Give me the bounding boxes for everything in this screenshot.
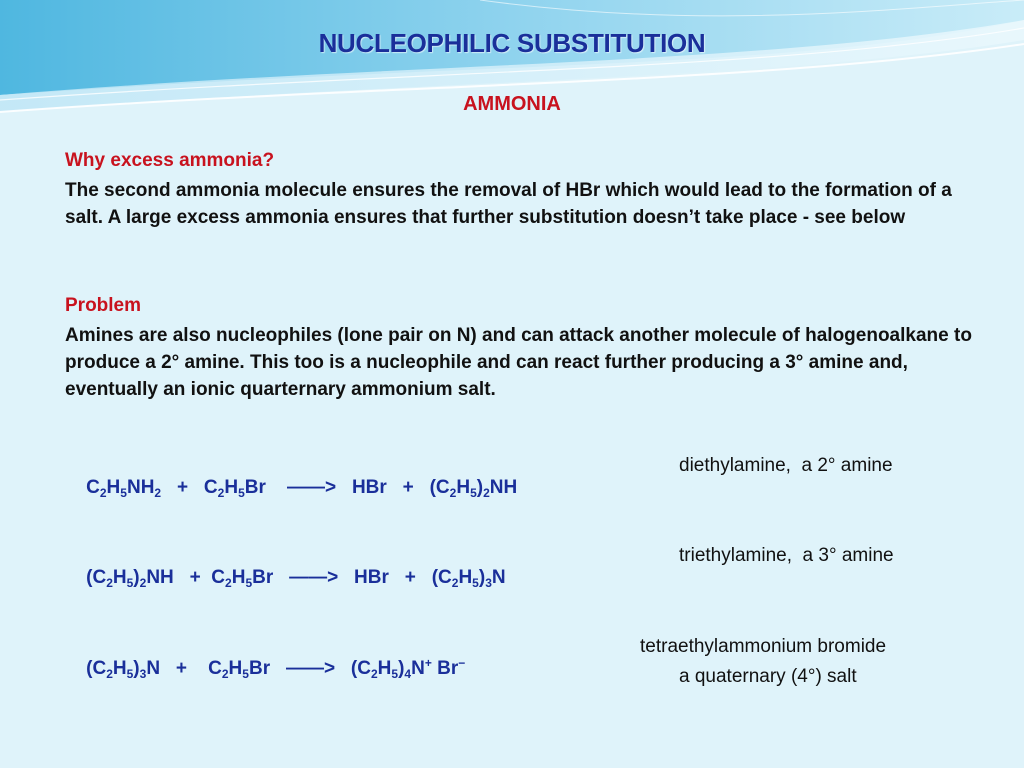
why-excess-heading: Why excess ammonia?	[65, 150, 275, 171]
eq2-description: triethylamine, a 3° amine	[679, 545, 894, 566]
header-swoosh-decoration	[0, 0, 1024, 140]
eq1-reactant-1: $C_2H_5NH_2$	[86, 477, 162, 500]
eq3-reactant-1: $(C_2H_5)_3N$	[86, 658, 161, 681]
equation-1	[65, 455, 517, 521]
eq2-reactant-2: $C_2H_5Br$	[211, 567, 274, 590]
eq2-product-2: $(C_2H_5)_3N$	[431, 567, 506, 590]
eq1-product-1: HBr	[351, 477, 387, 498]
eq2-reactant-1: $(C_2H_5)_2NH$	[86, 567, 174, 590]
eq3-description-line-2: a quaternary (4°) salt	[679, 666, 857, 687]
eq1-plus-1: +	[176, 477, 189, 498]
eq2-arrow: ——>	[289, 567, 339, 588]
problem-heading: Problem	[65, 295, 142, 316]
eq2-plus-2: +	[404, 567, 416, 588]
equation-3	[65, 636, 465, 702]
why-excess-body: The second ammonia molecule ensures the removal of HBr which would lead to the formation of a salt. A large excess ammonia ensures that further substitution doesn’t take place - see below	[65, 180, 952, 228]
eq3-product-1: $(C_2H_5)_4N^+$ Br−	[350, 656, 466, 681]
eq3-arrow: ——>	[285, 658, 336, 679]
eq2-product-1: HBr	[354, 567, 389, 588]
eq1-reactant-2: $C_2H_5Br$	[203, 477, 266, 500]
eq3-description-line-1: tetraethylammonium bromide	[640, 636, 887, 657]
eq1-product-2: $(C_2H_5)_2NH$	[429, 477, 518, 500]
eq2-plus-1: +	[189, 567, 201, 588]
equation-2	[65, 545, 506, 611]
slide-subtitle: AMMONIA	[463, 93, 561, 115]
eq1-description: diethylamine, a 2° amine	[679, 455, 893, 476]
slide-title: NUCLEOPHILIC SUBSTITUTION	[318, 28, 706, 58]
eq3-reactant-2: $C_2H_5Br$	[208, 658, 271, 681]
eq1-plus-2: +	[402, 477, 414, 498]
eq1-arrow: ——>	[287, 477, 337, 498]
problem-body: Amines are also nucleophiles (lone pair on N) and can attack another molecule of halogenoalkane to produce a 2° amine. This too is a nucleophile and can react further producing a 3° amine and, eventually an ionic quarternary ammonium salt.	[65, 325, 972, 400]
eq3-plus-1: +	[175, 658, 187, 679]
